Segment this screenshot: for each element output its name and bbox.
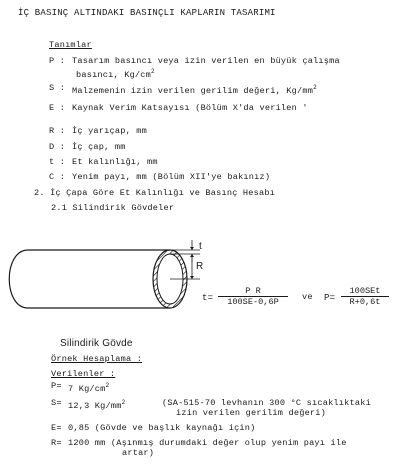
given-r-value: 1200 mm (Aşınmış durumdaki değer olup yenim payı ile xyxy=(68,438,347,448)
label-t: t xyxy=(199,241,202,252)
def-text-s: Malzemenin izin verilen gerilim değeri, $Kg/mm^2$ xyxy=(72,84,317,96)
given-p-value: 7 $Kg/cm^2$ xyxy=(68,382,110,394)
def-text-t: Et kalınlığı, mm xyxy=(72,157,158,167)
def-text-d: İç çap, mm xyxy=(72,142,126,152)
def-text-p: Tasarım basıncı veya izin verilen en büyük çalışma xyxy=(72,56,340,66)
given-r-lhs: R= xyxy=(51,438,62,448)
page-title: İÇ BASINÇ ALTINDAKI BASINÇLI KAPLARIN TASARIMI xyxy=(18,8,276,18)
def-sym-t: t : xyxy=(49,157,66,167)
def-sym-p: P : xyxy=(49,56,66,66)
formula-p-fraction xyxy=(341,286,389,307)
given-s-note-2: izin verilen gerilim değeri) xyxy=(176,408,326,418)
given-e-lhs: E= xyxy=(51,423,62,433)
section-2-1-heading: 2.1 Silindirik Gövdeler xyxy=(51,203,175,213)
def-sym-r: R : xyxy=(49,126,66,136)
given-heading: Verilenler : xyxy=(51,369,116,379)
formula-p-denominator: R+0,6t xyxy=(349,297,381,307)
def-text-p-cont: basıncı, $Kg/cm^2$ xyxy=(76,68,155,80)
def-sym-e: E : xyxy=(49,103,66,113)
cylinder-figure xyxy=(0,225,215,325)
given-s-lhs: S= xyxy=(51,398,62,408)
formula-t-denominator: 100SE-0,6P xyxy=(227,297,279,307)
given-e-value: 0,85 (Gövde ve başlık kaynağı için) xyxy=(68,423,256,433)
def-text-r: İç yarıçap, mm xyxy=(72,126,147,136)
figure-caption: Silindirik Gövde xyxy=(60,338,133,349)
def-sym-c: C : xyxy=(49,172,66,182)
cylinder-back-edge xyxy=(9,250,28,308)
given-s-value: 12,3 $Kg/mm^2$ xyxy=(68,399,126,411)
definitions-heading: Tanımlar xyxy=(49,40,92,50)
formula-connector: ve xyxy=(302,292,313,302)
formula-t-fraction xyxy=(218,286,288,307)
def-sym-d: D : xyxy=(49,142,66,152)
formula-p-lhs: P= xyxy=(324,293,336,303)
formula-p-numerator: 100SEt xyxy=(341,286,389,297)
given-r-continuation: artar) xyxy=(122,448,155,458)
example-heading: Örnek Hesaplama : xyxy=(51,354,143,364)
def-sym-s: S : xyxy=(49,83,66,93)
formula-t-lhs: t= xyxy=(202,293,214,303)
section-2-heading: 2. İç Çapa Göre Et Kalınlığı ve Basınç Hesabı xyxy=(34,188,276,198)
given-p-lhs: P= xyxy=(51,381,62,391)
def-text-e: Kaynak Verim Katsayısı (Bölüm X'da verilen ' xyxy=(72,103,308,113)
def-text-c: Yenim payı, mm (Bölüm XII'ye bakınız) xyxy=(72,172,271,182)
given-s-note-1: (SA-515-70 levhanın 300 °C sıcaklıktaki xyxy=(162,398,371,408)
label-r: R xyxy=(196,261,204,272)
formula-t-numerator: P R xyxy=(218,286,288,297)
